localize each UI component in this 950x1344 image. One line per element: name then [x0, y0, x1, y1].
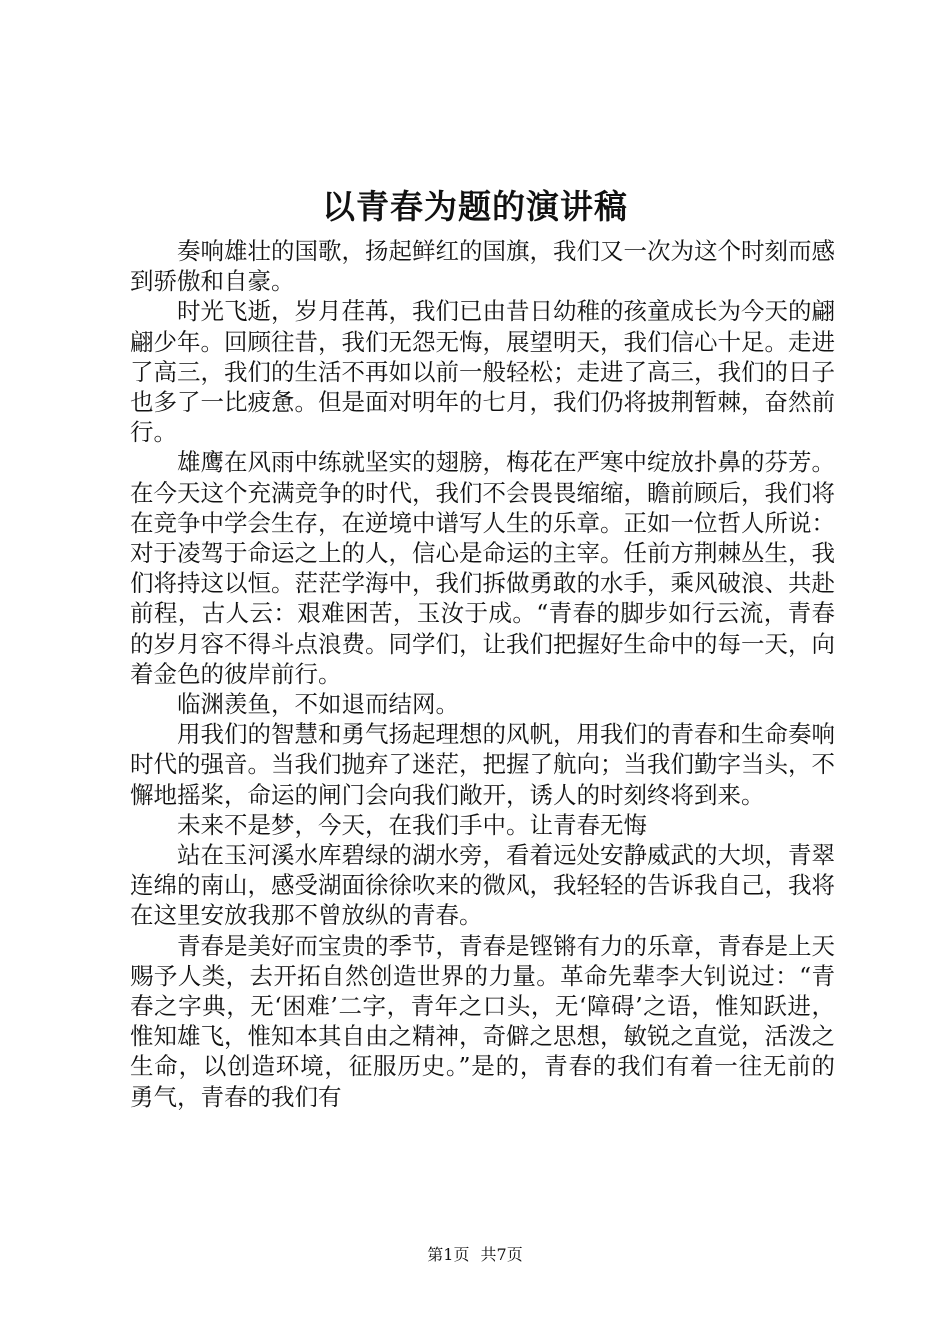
- paragraph: 雄鹰在风雨中练就坚实的翅膀，梅花在严寒中绽放扑鼻的芬芳。在今天这个充满竞争的时代，我们不会畏畏缩缩，瞻前顾后，我们将在竞争中学会生存，在逆境中谱写人生的乐章。正如一位哲人所说：对于凌驾于命运之上的人，信心是命运的主宰。任前方荆棘丛生，我们将持这以恒。茫茫学海中，我们拆做勇敢的水手，乘风破浪、共赴前程，古人云：艰难困苦，玉汝于成。“青春的脚步如行云流，青春的岁月容不得斗点浪费。同学们，让我们把握好生命中的每一天，向着金色的彼岸前行。: [130, 448, 835, 688]
- document-title: 以青春为题的演讲稿: [322, 187, 628, 226]
- page-footer: [0, 1244, 950, 1266]
- page-number: 第1页: [427, 1245, 470, 1264]
- paragraph: 用我们的智慧和勇气扬起理想的风帆，用我们的青春和生命奏响时代的强音。当我们抛弃了迷茫，把握了航向；当我们勤字当头，不懈地摇桨，命运的闸门会向我们敞开，诱人的时刻终将到来。: [130, 720, 835, 809]
- paragraph: 时光飞逝，岁月荏苒，我们已由昔日幼稚的孩童成长为今天的翩翩少年。回顾往昔，我们无怨无悔，展望明天，我们信心十足。走进了高三，我们的生活不再如以前一般轻松；走进了高三，我们的日子也多了一比疲惫。但是面对明年的七月，我们仍将披荆暂棘，奋然前行。: [130, 297, 835, 447]
- document-body: [130, 236, 835, 1112]
- paragraph: 未来不是梦，今天，在我们手中。让青春无悔: [177, 810, 647, 839]
- page-total: 共7页: [480, 1245, 523, 1264]
- paragraph: 临渊羡鱼，不如退而结网。: [177, 690, 459, 719]
- paragraph: 站在玉河溪水库碧绿的湖水旁，看着远处安静威武的大坝，青翠连绵的南山，感受湖面徐徐吹来的微风，我轻轻的告诉我自己，我将在这里安放我那不曾放纵的青春。: [130, 841, 835, 930]
- paragraph: 奏响雄壮的国歌，扬起鲜红的国旗，我们又一次为这个时刻而感到骄傲和自豪。: [130, 237, 835, 296]
- paragraph: 青春是美好而宝贵的季节，青春是铿锵有力的乐章，青春是上天赐予人类，去开拓自然创造世界的力量。革命先辈李大钊说过：“青春之字典，无‘困难’二字，青年之口头，无‘障碍’之语，惟知跃进，惟知雄飞，惟知本其自由之精神，奇僻之思想，敏锐之直觉，活泼之生命，以创造环境，征服历史。”是的，青春的我们有着一往无前的勇气，青春的我们有: [130, 931, 835, 1111]
